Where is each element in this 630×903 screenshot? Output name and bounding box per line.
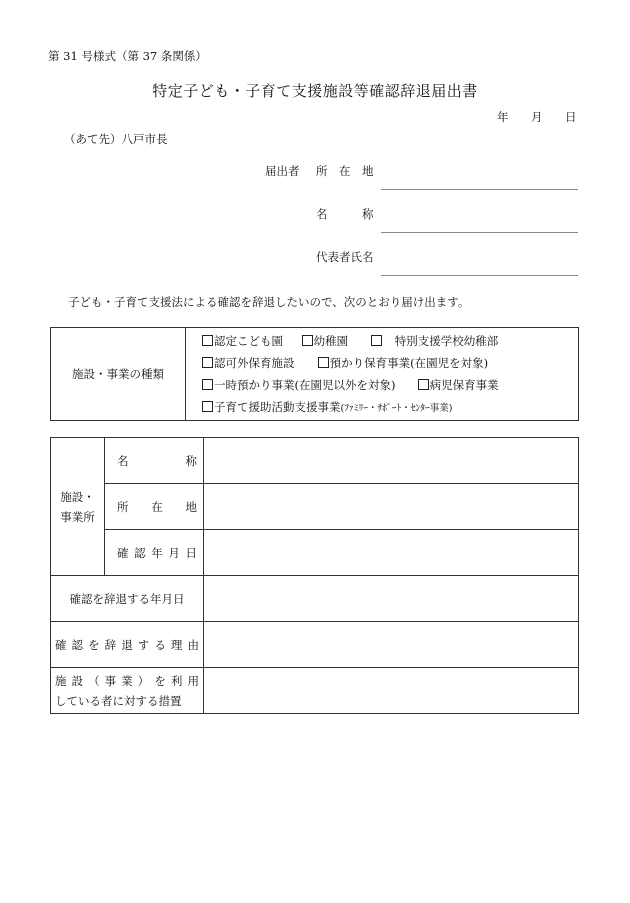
facility-details-table xyxy=(50,437,579,714)
facility-type-label: 施設・事業の種類 xyxy=(51,328,186,421)
notifier-name-label: 名 称 xyxy=(316,207,374,221)
facility-type-table xyxy=(50,327,579,421)
option-byoji-hoiku[interactable]: 病児保育事業 xyxy=(418,376,499,394)
notifier-address-label: 所 在 地 xyxy=(316,164,374,178)
facility-address-field[interactable] xyxy=(204,484,579,530)
notifier-label: 届出者 xyxy=(265,164,300,178)
facility-name-label: 名 称 xyxy=(105,438,204,484)
checkbox-icon[interactable] xyxy=(202,379,213,390)
measures-label: 施設（事業）を利用 している者に対する措置 xyxy=(51,668,204,714)
declaration-text: 子ども・子育て支援法による確認を辞退したいので、次のとおり届け出ます。 xyxy=(68,295,470,309)
confirm-date-label: 確認年月日 xyxy=(105,530,204,576)
option-azukari-hoiku[interactable]: 預かり保育事業(在園児を対象) xyxy=(318,354,488,372)
page-title: 特定子ども・子育て支援施設等確認辞退届出書 xyxy=(152,82,478,100)
form-number: 第 31 号様式（第 37 条関係） xyxy=(48,49,207,63)
withdraw-date-label: 確認を辞退する年月日 xyxy=(51,576,204,622)
withdraw-reason-label: 確認を辞退する理由 xyxy=(51,622,204,668)
withdraw-reason-field[interactable] xyxy=(204,622,579,668)
representative-label: 代表者氏名 xyxy=(316,250,374,264)
facility-address-label: 所在地 xyxy=(105,484,204,530)
date-month-label: 月 xyxy=(531,110,543,124)
facility-name-field[interactable] xyxy=(204,438,579,484)
option-yochien[interactable]: 幼稚園 xyxy=(302,332,368,350)
facility-label: 施設・ 事業所 xyxy=(51,438,105,576)
addressee: （あて先）八戸市長 xyxy=(64,132,168,146)
checkbox-icon[interactable] xyxy=(418,379,429,390)
measures-field[interactable] xyxy=(204,668,579,714)
checkbox-icon[interactable] xyxy=(202,401,213,412)
notifier-name-line[interactable] xyxy=(381,232,578,233)
checkbox-icon[interactable] xyxy=(202,335,213,346)
checkbox-icon[interactable] xyxy=(318,357,329,368)
option-nintei-kodomoen[interactable]: 認定こども園 xyxy=(202,332,298,350)
withdraw-date-field[interactable] xyxy=(204,576,579,622)
option-ichiji-azukari[interactable]: 一時預かり事業(在園児以外を対象) xyxy=(202,376,414,394)
date-year-label: 年 xyxy=(497,110,509,124)
checkbox-icon[interactable] xyxy=(302,335,313,346)
option-kosodate-enjo[interactable]: 子育て援助活動支援事業(ﾌｧﾐﾘｰ・ｻﾎﾟｰﾄ・ｾﾝﾀｰ事業) xyxy=(202,398,452,418)
checkbox-icon[interactable] xyxy=(202,357,213,368)
option-ninkagai-hoiku[interactable]: 認可外保育施設 xyxy=(202,354,314,372)
date-day-label: 日 xyxy=(565,110,577,124)
representative-line[interactable] xyxy=(381,275,578,276)
checkbox-icon[interactable] xyxy=(371,335,382,346)
facility-type-options xyxy=(186,328,579,421)
notifier-address-line[interactable] xyxy=(381,189,578,190)
option-tokubetsu-shien[interactable]: 特別支援学校幼稚部 xyxy=(371,332,498,350)
confirm-date-field[interactable] xyxy=(204,530,579,576)
